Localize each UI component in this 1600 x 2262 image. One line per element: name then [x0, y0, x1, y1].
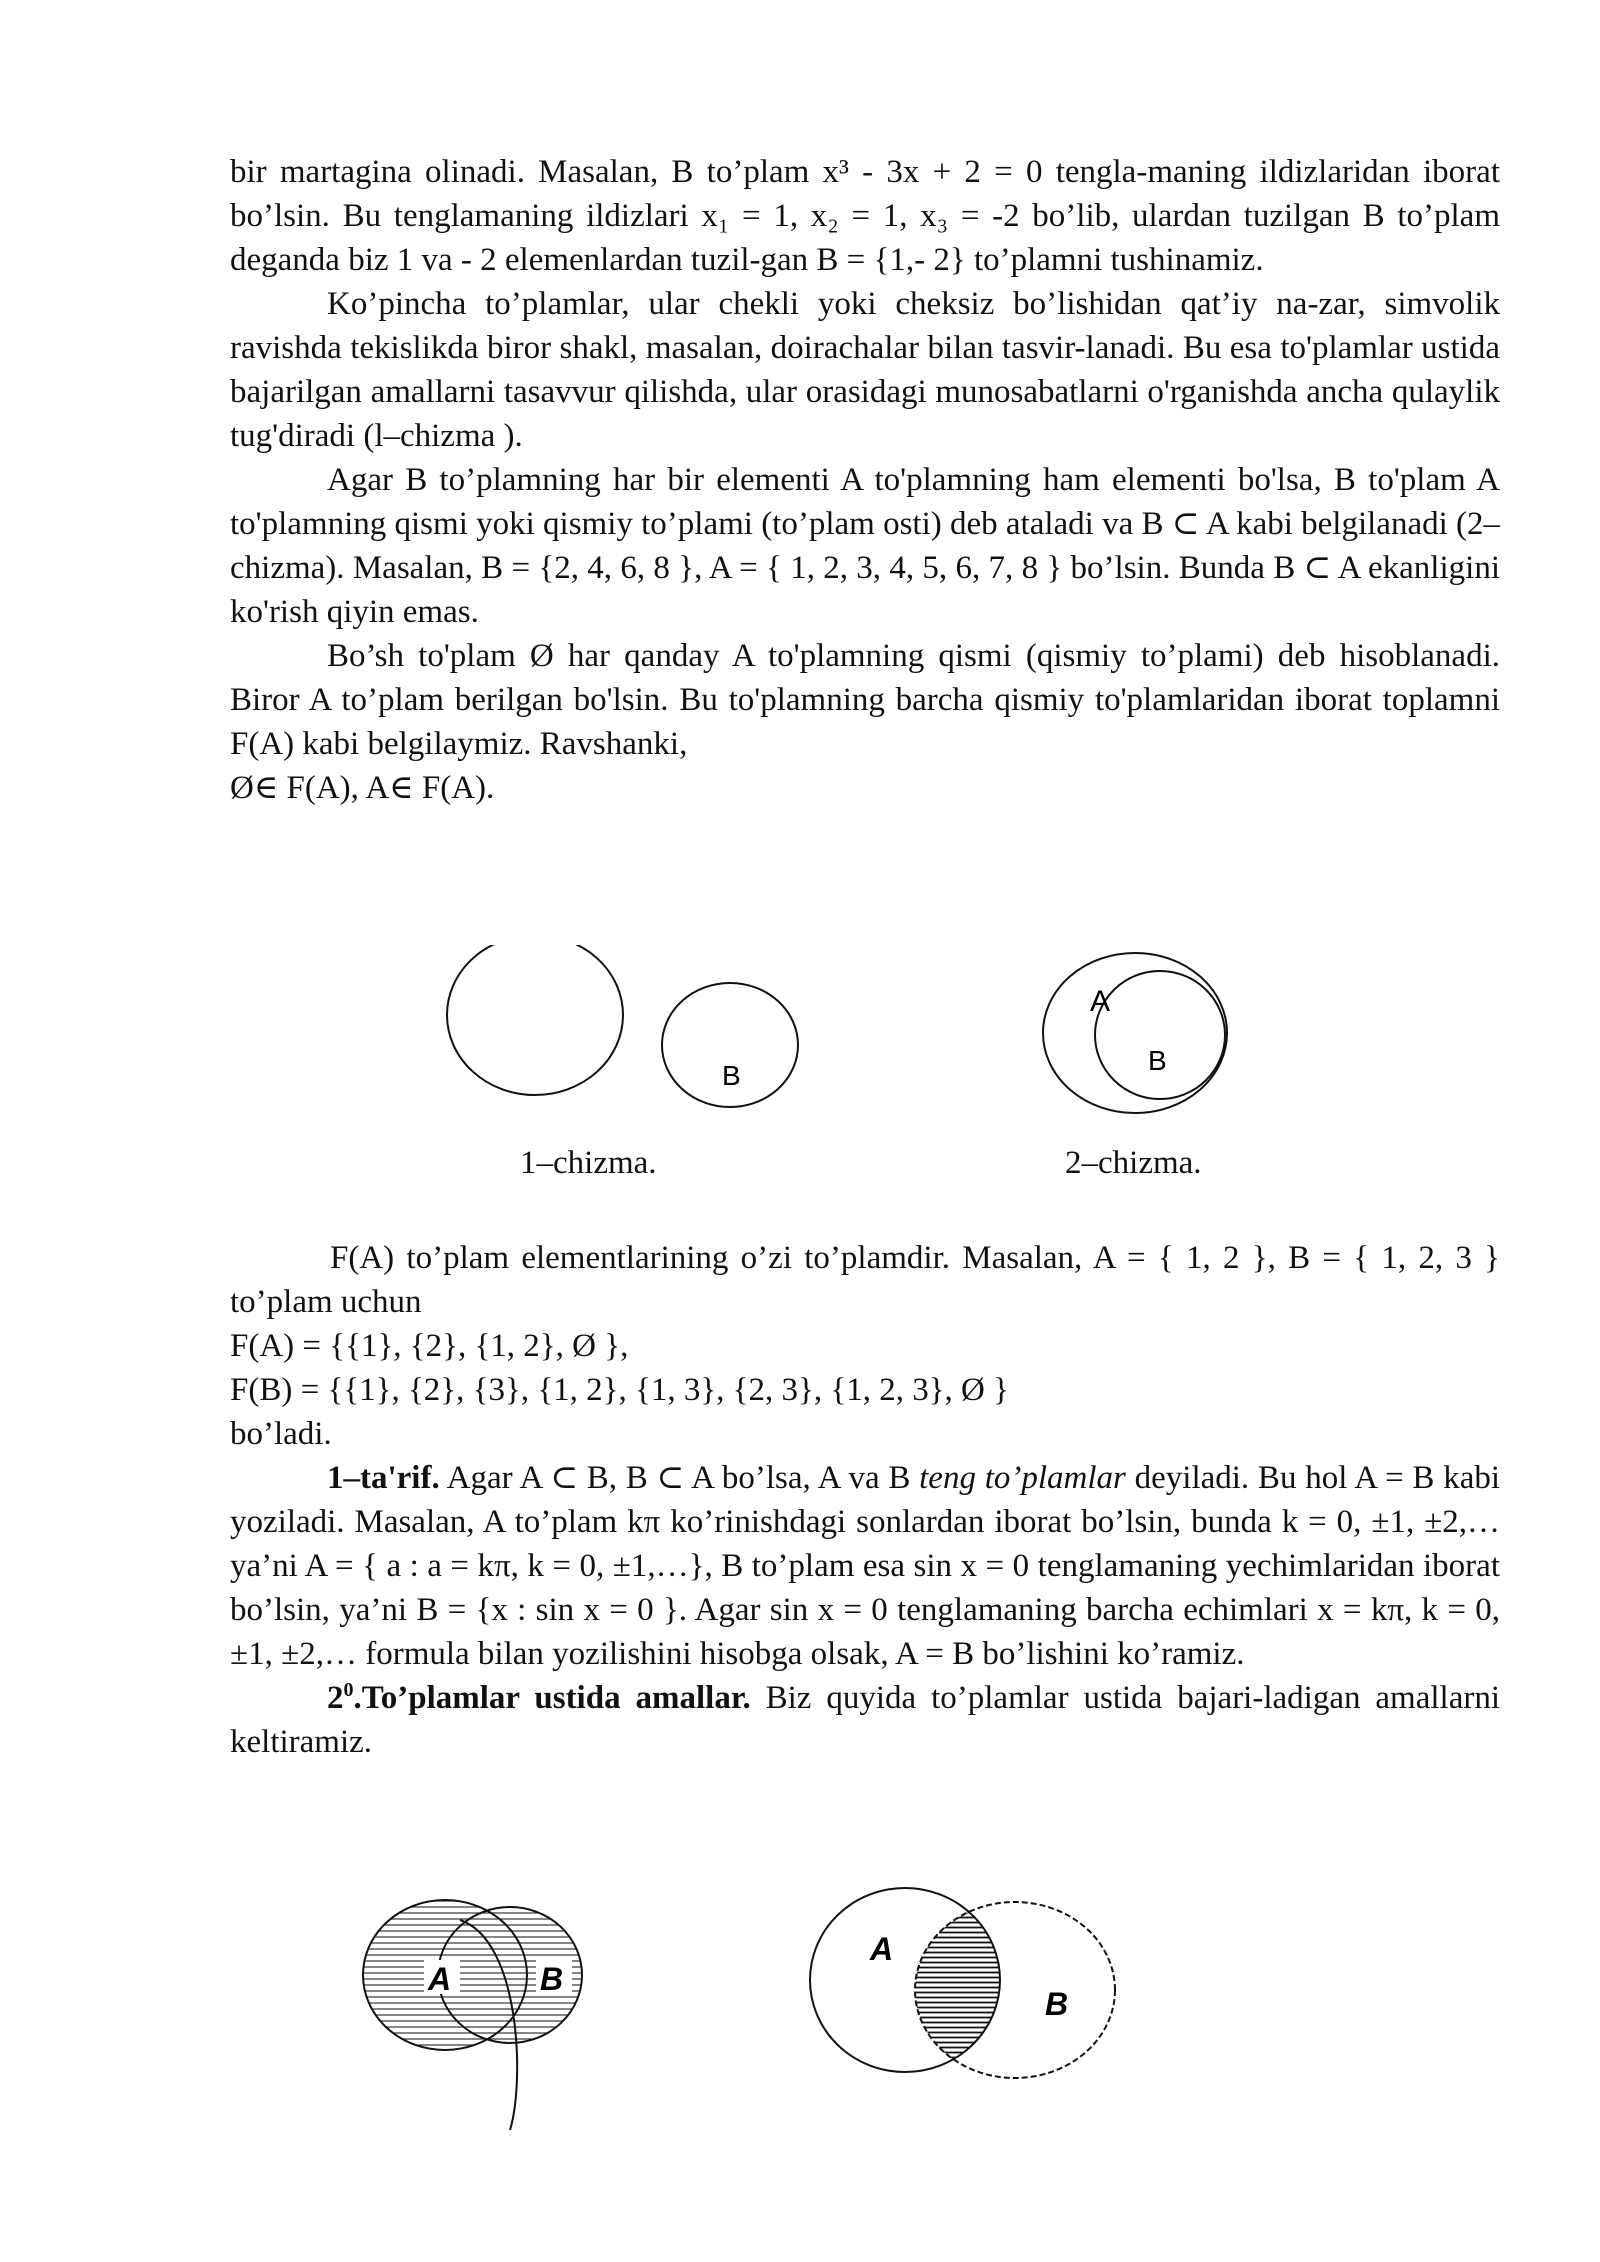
- venn-figure-1: [430, 945, 810, 1125]
- figure-1-caption: 1–chizma.: [520, 1145, 657, 1181]
- venn-figure-2: [1040, 945, 1240, 1125]
- paragraph-3: Agar B to’plamning har bir elementi A to'plamning ham elementi bo'lsa, B to'plam A to'plamning qismi yoki qismiy to’plami (to’plam osti) deb ataladi va B ⊂ A kabi belgilanadi (2–chizma). Masalan, B = {2, 4, 6, 8 }, A = { 1, 2, 3, 4, 5, 6, 7, 8 } bo’lsin. Bunda B ⊂ A ekanligini ko'rish qiyin emas.: [230, 462, 1501, 630]
- section-number-sup: 0: [343, 1679, 354, 1701]
- figure-2-caption: 2–chizma.: [1065, 1145, 1202, 1181]
- paragraph-4: Bo’sh to'plam Ø har qanday A to'plamning qismi (qismiy to’plami) deb hisoblanadi. Biror A to’plam berilgan bo'lsin. Bu to'plamning barcha qismiy to'plamlaridan iborat toplamni F(A) kabi belgilaymiz. Ravshanki,: [230, 638, 1500, 762]
- paragraph-5: F(A) to’plam elementlarining o’zi to’plamdir. Masalan, A = { 1, 2 }, B = { 1, 2, 3 } to’plam uchun: [230, 1240, 1500, 1320]
- fig2-label-b: B: [1148, 1045, 1167, 1076]
- definition-1-part-a: Agar A ⊂ B, B ⊂ A bo’lsa, A va B: [439, 1460, 920, 1496]
- section-text: Biz quyida to’plamlar ustida bajari-ladigan amallarni keltiramiz.: [230, 1680, 1500, 1760]
- definition-1-term: teng to’plamlar: [919, 1460, 1126, 1496]
- fig3-label-a: A: [428, 1961, 452, 1997]
- definition-1-lead: 1–ta'rif.: [327, 1460, 440, 1496]
- paragraph-7: [230, 1676, 1500, 1764]
- venn-union-figure: [360, 1880, 620, 2140]
- page-body-2: [230, 1236, 1500, 1764]
- paragraph-4-formula: Ø∈ F(A), A∈ F(A).: [230, 770, 495, 806]
- paragraph-5-fa: F(A) = {{1}, {2}, {1, 2}, Ø },: [230, 1328, 629, 1364]
- fig2-label-a: A: [1090, 985, 1111, 1018]
- paragraph-6: [230, 1456, 1500, 1676]
- paragraph-2: Ko’pincha to’plamlar, ular chekli yoki cheksiz bo’lishidan qat’iy na-zar, simvolik ravishda tekislikda biror shakl, masalan, doirachalar bilan tasvir-lanadi. Bu esa to'plamlar ustida bajarilgan amallarni tasavvur qilishda, ular orasidagi munosabatlarni o'rganishda ancha qulaylik tug'diradi (l–chizma ).: [230, 286, 1500, 454]
- fig3-label-b: B: [540, 1961, 564, 1997]
- fig1-label-b: B: [722, 1060, 741, 1091]
- definition-1-part-b: deyiladi. Bu hol A = B kabi yoziladi. Masalan, A to’plam kπ ko’rinishdagi sonlardan iborat bo’lsin, bunda k = 0, ±1, ±2,… ya’ni A = { a : a = kπ, k = 0, ±1,…}, B to’plam esa sin x = 0 tenglamaning yechimlaridan iborat bo’lsin, ya’ni B = {x : sin x = 0 }. Agar sin x = 0 tenglamaning barcha echimlari x = kπ, k = 0, ±1, ±2,… formula bilan yozilishini hisobga olsak, A = B bo’lishini ko’ramiz.: [230, 1460, 1501, 1672]
- venn-intersection-figure: [800, 1880, 1140, 2100]
- paragraph-5-end: bo’ladi.: [230, 1416, 332, 1452]
- paragraph-5-fb: F(B) = {{1}, {2}, {3}, {1, 2}, {1, 3}, {2, 3}, {1, 2, 3}, Ø }: [230, 1372, 1009, 1408]
- section-number: 2: [327, 1680, 344, 1716]
- paragraph-1: bir martagina olinadi. Masalan, B to’plam x³ - 3x + 2 = 0 tengla-maning ildizlaridan iborat bo’lsin. Bu tenglamaning ildizlari x₁ = 1, x₂ = 1, x₃ = -2 bo’lib, ulardan tuzilgan B to’plam deganda biz 1 va - 2 elemenlardan tuzil-gan B = {1,- 2} to’plamni tushinamiz.: [230, 154, 1500, 278]
- section-title: .To’plamlar ustida amallar.: [353, 1680, 751, 1716]
- fig4-label-a: A: [870, 1931, 894, 1967]
- fig4-label-b: B: [1045, 1986, 1069, 2022]
- page-body: [230, 150, 1500, 810]
